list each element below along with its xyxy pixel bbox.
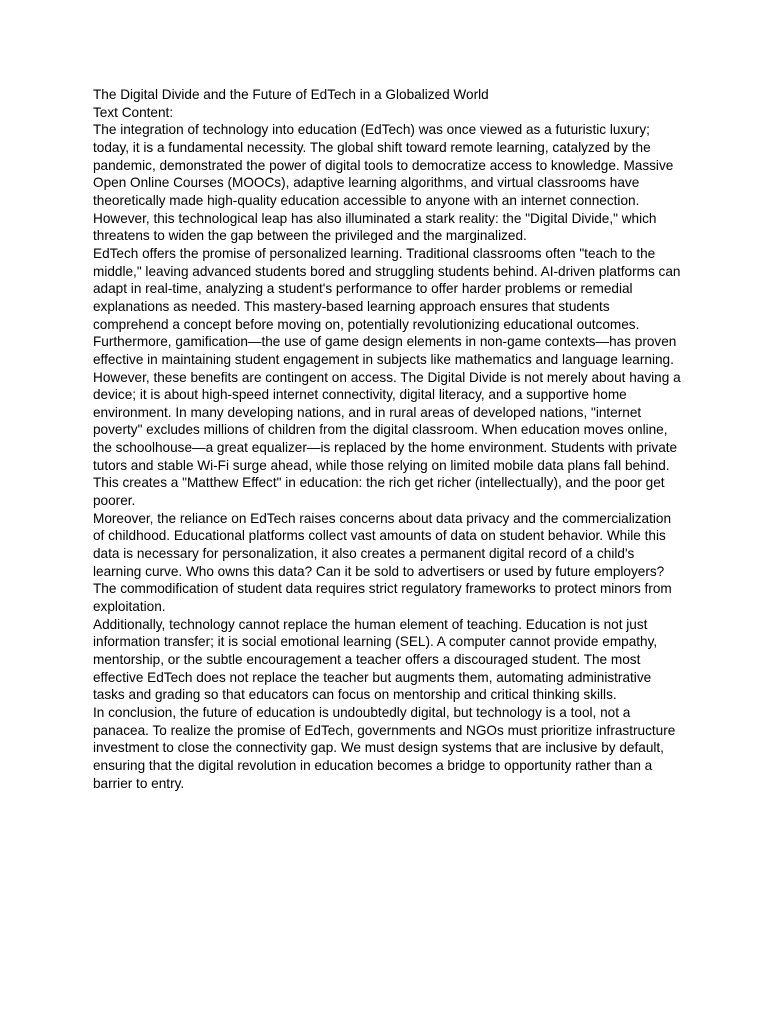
- document-title: The Digital Divide and the Future of EdTech in a Globalized World: [93, 87, 489, 102]
- paragraph-intro: The integration of technology into education (EdTech) was once viewed as a futuristic luxury; today, it is a fundamental necessity. The global shift toward remote learning, catalyzed by the pandemic, demonstrated the power of digital tools to democratize access to knowledge. Massive Open Online Courses (MOOCs), adaptive learning algorithms, and virtual classrooms have theoretically made high-quality education accessible to anyone with an internet connection. However, this technological leap has also illuminated a stark reality: the "Digital Divide," which threatens to widen the gap between the privileged and the marginalized.: [93, 122, 674, 244]
- paragraph-digital-divide: However, these benefits are contingent on access. The Digital Divide is not merely about having a device; it is about high-speed internet connectivity, digital literacy, and a supportive home environment. In many developing nations, and in rural areas of developed nations, "internet poverty" excludes millions of children from the digital classroom. When education moves online, the schoolhouse—a great equalizer—is replaced by the home environment. Students with private tutors and stable Wi-Fi surge ahead, while those relying on limited mobile data plans fall behind. This creates a "Matthew Effect" in education: the rich get richer (intellectually), and the poor get poorer.: [93, 369, 681, 509]
- paragraph-data-privacy: Moreover, the reliance on EdTech raises concerns about data privacy and the commercialization of childhood. Educational platforms collect vast amounts of data on student behavior. While this data is necessary for personalization, it also creates a permanent digital record of a child's learning curve. Who owns this data? Can it be sold to advertisers or used by future employers? The commodification of student data requires strict regulatory frameworks to protect minors from exploitation.: [93, 510, 672, 615]
- section-label: Text Content:: [93, 104, 174, 120]
- paragraph-personalized-learning: EdTech offers the promise of personalized learning. Traditional classrooms often "teach to the middle," leaving advanced students bored and struggling students behind. AI-driven platforms can adapt in real-time, analyzing a student's performance to offer harder problems or remedial explanations as needed. This mastery-based learning approach ensures that students comprehend a concept before moving on, potentially revolutionizing educational outcomes. Furthermore, gamification—the use of game design elements in non-game contexts—has proven effective in maintaining student engagement in subjects like mathematics and language learning.: [93, 245, 681, 367]
- paragraph-human-element: Additionally, technology cannot replace the human element of teaching. Education is not just information transfer; it is social emotional learning (SEL). A computer cannot provide empathy, mentorship, or the subtle encouragement a teacher offers a discouraged student. The most effective EdTech does not replace the teacher but augments them, automating administrative tasks and grading so that educators can focus on mentorship and critical thinking skills.: [93, 616, 658, 703]
- document-body: [93, 86, 683, 792]
- paragraph-conclusion: In conclusion, the future of education is undoubtedly digital, but technology is a tool, not a panacea. To realize the promise of EdTech, governments and NGOs must prioritize infrastructure investment to close the connectivity gap. We must design systems that are inclusive by default, ensuring that the digital revolution in education becomes a bridge to opportunity rather than a barrier to entry.: [93, 704, 676, 791]
